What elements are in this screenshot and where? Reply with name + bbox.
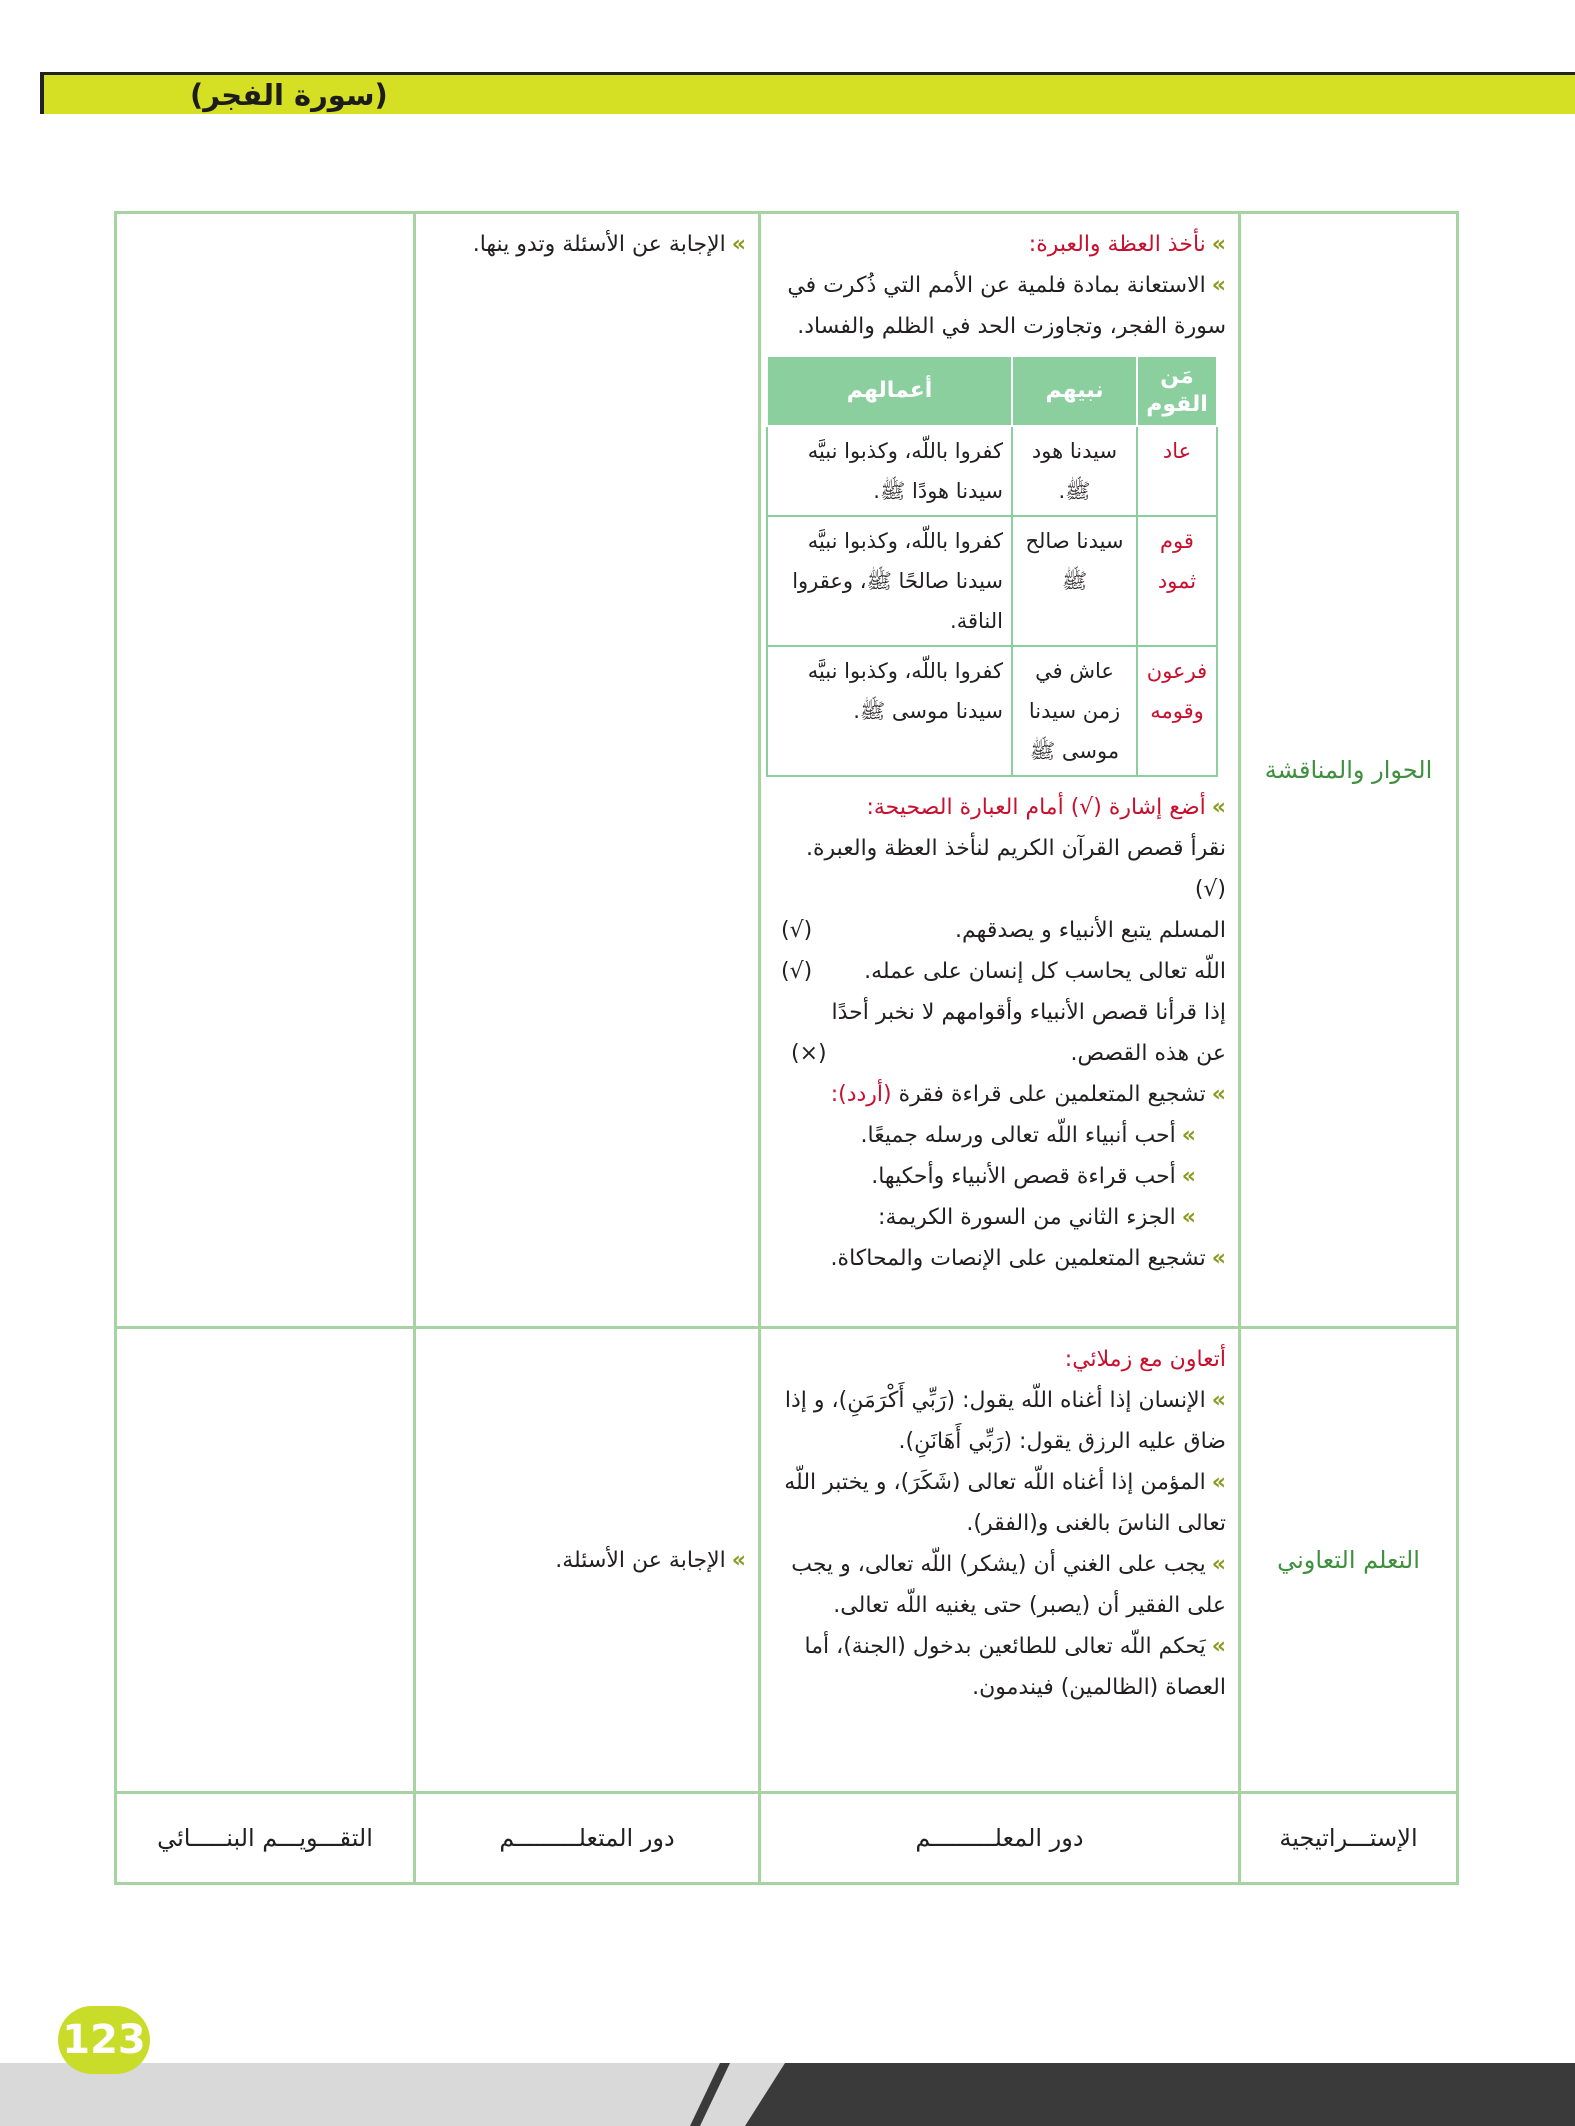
- column-header: الإستـــراتيجية: [1240, 1793, 1458, 1884]
- bullet-icon: »: [1181, 1205, 1196, 1230]
- table-row: [116, 213, 1458, 1328]
- statement: نقرأ قصص القرآن الكريم لنأخذ العظة والعبرة. (√): [805, 836, 1226, 902]
- bullet-icon: »: [1181, 1123, 1196, 1148]
- teacher-role-cell: [760, 1328, 1240, 1793]
- table-row: عاد سيدنا هود ﷺ. كفروا باللّه، وكذبوا نبيَّه سيدنا هودًا ﷺ.: [767, 426, 1217, 516]
- list-item: »الجزء الثاني من السورة الكريمة:: [878, 1205, 1196, 1230]
- table-row: فرعون وقومه عاش في زمن سيدنا موسى ﷺ كفروا باللّه، وكذبوا نبيَّه سيدنا موسى ﷺ.: [767, 646, 1217, 776]
- bullet-icon: »: [1211, 1082, 1226, 1107]
- list-item: »الإجابة عن الأسئلة وتدو ينها.: [472, 232, 746, 257]
- bullet-icon: »: [1211, 1552, 1226, 1577]
- column-header: دور المتعلـــــــــم: [415, 1793, 760, 1884]
- learner-role-cell: [415, 1328, 760, 1793]
- list-item: »الإجابة عن الأسئلة.: [555, 1547, 746, 1573]
- bullet-icon: »: [1211, 232, 1226, 257]
- teacher-role-cell: [760, 213, 1240, 1328]
- section-heading: أتعاون مع زملائي:: [1064, 1347, 1226, 1372]
- bullet-icon: »: [731, 1547, 746, 1573]
- section-heading: »نأخذ العظة والعبرة:: [1028, 232, 1226, 257]
- column-header-row: [116, 1793, 1458, 1884]
- strategy-cell: التعلم التعاوني: [1240, 1328, 1458, 1793]
- list-item: »تشجيع المتعلمين على قراءة فقرة (أردد):: [830, 1082, 1226, 1107]
- column-header: أعمالهم: [767, 356, 1012, 426]
- bullet-icon: »: [1211, 1388, 1226, 1413]
- column-header: نبيهم: [1012, 356, 1137, 426]
- statement: اللّه تعالى يحاسب كل إنسان على عمله. (√): [781, 959, 1226, 984]
- bullet-icon: »: [1211, 1634, 1226, 1659]
- list-item: »المؤمن إذا أغناه اللّه تعالى (شَكَرَ)، و يختبر اللّه تعالى الناسَ بالغنى و(الفقر).: [784, 1470, 1226, 1536]
- list-item: »يَحكم اللّه تعالى للطائعين بدخول (الجنة)، أما العصاة (الظالمين) فيندمون.: [804, 1634, 1226, 1700]
- list-item: »الاستعانة بمادة فلمية عن الأمم التي ذُكرت في سورة الفجر، وتجاوزت الحد في الظلم والفساد.: [787, 273, 1226, 339]
- bullet-icon: »: [1211, 1246, 1226, 1271]
- list-item: »تشجيع المتعلمين على الإنصات والمحاكاة.: [830, 1246, 1226, 1271]
- bullet-icon: »: [1211, 273, 1226, 298]
- section-heading: »أضع إشارة (√) أمام العبارة الصحيحة:: [866, 795, 1226, 820]
- statement: المسلم يتبع الأنبياء و يصدقهم. (√): [781, 918, 1226, 943]
- statement: إذا قرأنا قصص الأنبياء وأقوامهم لا نخبر أحدًا: [831, 1000, 1226, 1025]
- footer-dark-band: [745, 2063, 1575, 2126]
- bullet-icon: »: [1211, 795, 1226, 820]
- list-item: »أحب قراءة قصص الأنبياء وأحكيها.: [871, 1164, 1196, 1189]
- surah-title: (سورة الفجر): [190, 78, 388, 112]
- assessment-cell: [116, 213, 415, 1328]
- strategy-cell: الحوار والمناقشة: [1240, 213, 1458, 1328]
- bullet-icon: »: [1211, 1470, 1226, 1495]
- nations-table: [766, 355, 1218, 777]
- page-number: 123: [58, 2006, 150, 2074]
- assessment-cell: [116, 1328, 415, 1793]
- table-row: قوم ثمود سيدنا صالح ﷺ كفروا باللّه، وكذبوا نبيَّه سيدنا صالحًا ﷺ، وعقروا الناقة.: [767, 516, 1217, 646]
- list-item: »أحب أنبياء اللّه تعالى ورسله جميعًا.: [860, 1123, 1196, 1148]
- column-header: دور المعلـــــــــم: [760, 1793, 1240, 1884]
- learner-role-cell: [415, 213, 760, 1328]
- column-header: مَن القوم: [1137, 356, 1217, 426]
- lesson-table: [114, 211, 1459, 1885]
- statement: عن هذه القصص. (×): [791, 1041, 1226, 1066]
- bullet-icon: »: [1181, 1164, 1196, 1189]
- table-row: [116, 1328, 1458, 1793]
- list-item: »الإنسان إذا أغناه اللّه يقول: (رَبِّي أَكْرَمَنِ)، و إذا ضاق عليه الرزق يقول: (رَبِّي أَهَانَنِ).: [784, 1388, 1226, 1454]
- column-header: التقـــويـــم البنـــــائي: [116, 1793, 415, 1884]
- bullet-icon: »: [731, 232, 746, 257]
- list-item: »يجب على الغني أن (يشكر) اللّه تعالى، و يجب على الفقير أن (يصبر) حتى يغنيه اللّه تعالى.: [791, 1552, 1226, 1618]
